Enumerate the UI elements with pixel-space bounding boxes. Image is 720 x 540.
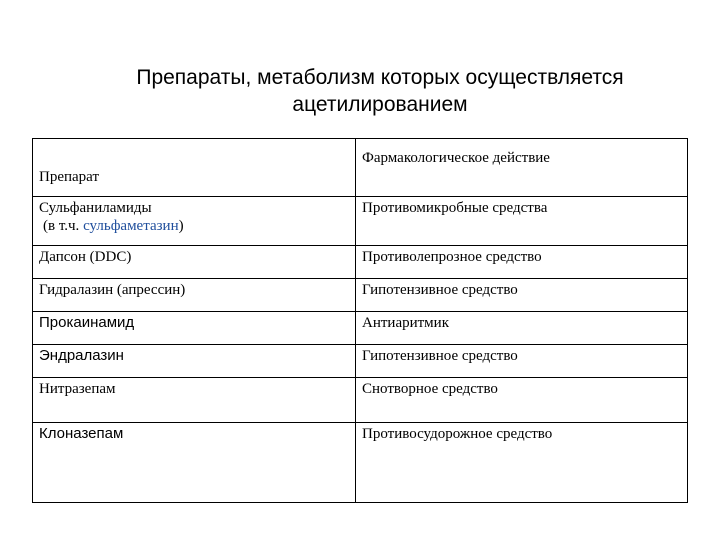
action-text: Антиаритмик bbox=[362, 315, 449, 331]
action-cell bbox=[356, 423, 688, 503]
drug-name: Сульфаниламиды bbox=[39, 200, 152, 216]
drug-note-suffix: ) bbox=[178, 218, 184, 234]
table-row bbox=[33, 423, 688, 503]
drug-cell bbox=[33, 423, 356, 503]
table-row bbox=[33, 279, 688, 312]
action-cell bbox=[356, 197, 688, 246]
drug-name: Гидралазин (апрессин) bbox=[39, 282, 186, 298]
drug-name: Дапсон (DDC) bbox=[39, 249, 132, 265]
action-cell bbox=[356, 378, 688, 423]
drug-name: Нитразепам bbox=[39, 381, 116, 397]
header-drug-cell bbox=[33, 139, 356, 197]
table-row bbox=[33, 378, 688, 423]
action-text: Гипотензивное средство bbox=[362, 348, 518, 364]
header-drug-label: Препарат bbox=[39, 169, 99, 185]
title-line-1: Препараты, метаболизм которых осуществляется bbox=[136, 66, 624, 89]
drug-cell bbox=[33, 246, 356, 279]
action-cell bbox=[356, 312, 688, 345]
action-text: Противомикробные средства bbox=[362, 200, 548, 216]
action-text: Снотворное средство bbox=[362, 381, 498, 397]
action-cell bbox=[356, 279, 688, 312]
title-line-2: ацетилированием bbox=[292, 93, 468, 116]
drug-name: Прокаинамид bbox=[39, 314, 135, 331]
page-title bbox=[40, 64, 720, 118]
drug-note-highlight: сульфаметазин bbox=[83, 218, 179, 234]
table-row bbox=[33, 345, 688, 378]
table-row bbox=[33, 246, 688, 279]
action-text: Гипотензивное средство bbox=[362, 282, 518, 298]
header-action-label: Фармакологическое действие bbox=[362, 150, 550, 166]
drug-note bbox=[39, 217, 349, 235]
drug-note-prefix: (в т.ч. bbox=[43, 218, 84, 234]
header-action-cell bbox=[356, 139, 688, 197]
action-cell bbox=[356, 246, 688, 279]
drug-cell bbox=[33, 279, 356, 312]
drug-cell bbox=[33, 197, 356, 246]
table-row bbox=[33, 312, 688, 345]
drug-name: Эндралазин bbox=[39, 347, 124, 364]
table-header-row bbox=[33, 139, 688, 197]
action-cell bbox=[356, 345, 688, 378]
drug-cell bbox=[33, 312, 356, 345]
drug-cell bbox=[33, 378, 356, 423]
action-text: Противолепрозное средство bbox=[362, 249, 542, 265]
table-row bbox=[33, 197, 688, 246]
action-text: Противосудорожное средство bbox=[362, 426, 553, 442]
drug-name: Клоназепам bbox=[39, 425, 124, 442]
drugs-table bbox=[32, 138, 688, 503]
drug-cell bbox=[33, 345, 356, 378]
